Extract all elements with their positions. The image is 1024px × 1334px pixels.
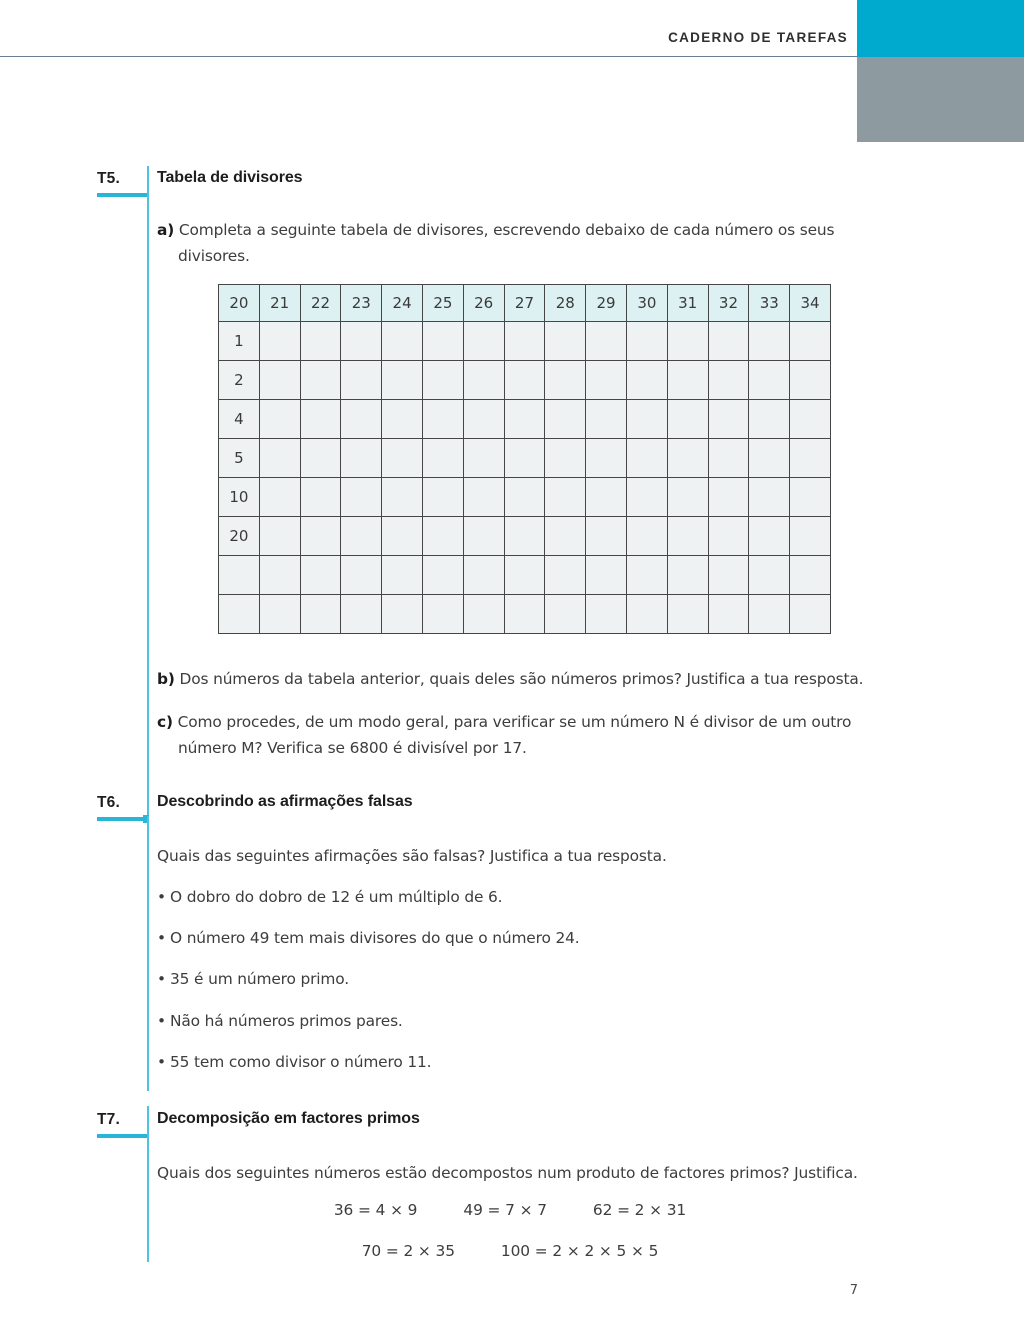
equation: 100 = 2 × 2 × 5 × 5	[500, 1242, 659, 1260]
divisor-cell[interactable]	[790, 322, 831, 361]
divisor-cell[interactable]	[341, 478, 382, 517]
divisor-cell[interactable]	[667, 478, 708, 517]
divisor-cell[interactable]	[259, 322, 300, 361]
divisor-cell[interactable]	[341, 439, 382, 478]
task-title-t5: Tabela de divisores	[157, 169, 303, 186]
divisor-cell[interactable]	[545, 322, 586, 361]
divisor-cell[interactable]	[667, 400, 708, 439]
divisor-cell[interactable]	[463, 322, 504, 361]
divisor-cell[interactable]	[422, 478, 463, 517]
divisor-cell[interactable]	[749, 322, 790, 361]
table-row	[219, 361, 831, 400]
divisor-cell[interactable]	[422, 517, 463, 556]
divisor-header-cell: 30	[626, 285, 667, 322]
divisor-cell[interactable]	[463, 400, 504, 439]
divisor-cell[interactable]	[749, 556, 790, 595]
divisor-cell[interactable]: 20	[219, 517, 260, 556]
divisor-cell[interactable]	[463, 595, 504, 634]
divisor-cell[interactable]	[219, 556, 260, 595]
bullet-text: Não há números primos pares.	[170, 1012, 403, 1030]
divisor-header-cell: 22	[300, 285, 341, 322]
divisor-cell[interactable]	[708, 517, 749, 556]
divisor-cell[interactable]	[545, 478, 586, 517]
divisor-cell[interactable]	[382, 478, 423, 517]
list-item	[157, 967, 349, 991]
divisor-cell[interactable]	[300, 556, 341, 595]
task-title-t6: Descobrindo as afirmações falsas	[157, 793, 413, 810]
divisor-cell[interactable]	[626, 595, 667, 634]
equation: 70 = 2 × 35	[361, 1242, 455, 1260]
divisor-cell[interactable]	[300, 478, 341, 517]
bullet-icon: •	[157, 888, 166, 906]
divisor-header-cell: 20	[219, 285, 260, 322]
page-number: 7	[849, 1283, 858, 1298]
divisor-cell[interactable]	[545, 595, 586, 634]
divisor-cell[interactable]: 4	[219, 400, 260, 439]
table-row	[219, 517, 831, 556]
divisor-cell[interactable]	[300, 517, 341, 556]
item-tag-a: a)	[157, 221, 175, 239]
equation: 36 = 4 × 9	[333, 1201, 418, 1219]
divisor-cell[interactable]	[545, 439, 586, 478]
list-item	[157, 1009, 403, 1033]
task-item-t5-b	[157, 666, 869, 692]
divisor-cell[interactable]: 10	[219, 478, 260, 517]
divisor-cell[interactable]	[586, 595, 627, 634]
divisor-cell[interactable]	[300, 400, 341, 439]
divisor-cell[interactable]	[626, 400, 667, 439]
divisor-cell[interactable]	[382, 400, 423, 439]
divisor-cell[interactable]	[259, 556, 300, 595]
task-title-t7: Decomposição em factores primos	[157, 1110, 420, 1127]
divisor-cell[interactable]	[422, 322, 463, 361]
divisor-header-cell: 26	[463, 285, 504, 322]
divisor-cell[interactable]	[586, 361, 627, 400]
divisor-cell[interactable]	[382, 517, 423, 556]
divisor-cell[interactable]	[626, 361, 667, 400]
divisor-cell[interactable]	[463, 478, 504, 517]
bullet-icon: •	[157, 1012, 166, 1030]
bullet-icon: •	[157, 970, 166, 988]
item-tag-c: c)	[157, 713, 173, 731]
list-item	[157, 885, 502, 909]
divisor-cell[interactable]	[382, 361, 423, 400]
divisor-cell[interactable]	[504, 439, 545, 478]
divisor-cell[interactable]	[626, 322, 667, 361]
divisor-cell[interactable]	[259, 517, 300, 556]
divisor-cell[interactable]	[300, 439, 341, 478]
divisor-cell[interactable]	[586, 322, 627, 361]
task-prompt-t7: Quais dos seguintes números estão decompostos num produto de factores primos? Justifica.	[157, 1164, 858, 1182]
equation-row-1	[157, 1201, 863, 1219]
task-code-underline-t5	[97, 193, 149, 197]
table-row	[219, 478, 831, 517]
task-item-t5-c	[157, 709, 873, 761]
divisor-header-cell: 32	[708, 285, 749, 322]
divisor-cell[interactable]	[341, 556, 382, 595]
header-title: CADERNO DE TAREFAS	[668, 30, 848, 45]
divisor-cell[interactable]	[504, 595, 545, 634]
task-rail-t6	[147, 816, 149, 1091]
divisor-cell[interactable]	[382, 595, 423, 634]
divisor-table-body	[219, 322, 831, 634]
divisor-cell[interactable]	[790, 361, 831, 400]
divisor-cell[interactable]	[382, 556, 423, 595]
table-row	[219, 556, 831, 595]
divisor-header-cell: 28	[545, 285, 586, 322]
divisor-cell[interactable]	[504, 517, 545, 556]
divisor-header-cell: 23	[341, 285, 382, 322]
divisor-cell[interactable]	[545, 400, 586, 439]
task-code-t6: T6.	[97, 794, 120, 811]
task-code-underline-t6	[97, 817, 149, 821]
divisor-cell[interactable]	[667, 556, 708, 595]
divisor-cell[interactable]	[504, 361, 545, 400]
divisor-cell[interactable]	[341, 517, 382, 556]
divisor-cell[interactable]: 1	[219, 322, 260, 361]
divisor-cell[interactable]	[790, 556, 831, 595]
divisor-cell[interactable]	[790, 595, 831, 634]
divisor-cell[interactable]	[708, 400, 749, 439]
divisor-cell[interactable]	[300, 595, 341, 634]
bullet-text: O número 49 tem mais divisores do que o número 24.	[170, 929, 580, 947]
divisor-header-cell: 27	[504, 285, 545, 322]
divisor-cell[interactable]	[708, 478, 749, 517]
divisor-cell[interactable]	[749, 361, 790, 400]
divisor-cell[interactable]	[382, 439, 423, 478]
task-rail-t5	[147, 166, 149, 816]
divisor-cell[interactable]: 2	[219, 361, 260, 400]
divisor-table-wrap	[218, 284, 831, 634]
divisor-cell[interactable]	[463, 361, 504, 400]
divisor-cell[interactable]	[341, 322, 382, 361]
divisor-cell[interactable]	[422, 556, 463, 595]
table-row	[219, 322, 831, 361]
divisor-cell[interactable]	[422, 595, 463, 634]
divisor-cell[interactable]	[545, 517, 586, 556]
task-code-t7: T7.	[97, 1111, 120, 1128]
divisor-cell[interactable]	[708, 322, 749, 361]
divisor-cell[interactable]	[504, 400, 545, 439]
divisor-cell[interactable]	[259, 439, 300, 478]
divisor-cell[interactable]	[219, 595, 260, 634]
divisor-cell[interactable]	[300, 361, 341, 400]
divisor-cell[interactable]	[749, 595, 790, 634]
divisor-cell[interactable]	[545, 361, 586, 400]
divisor-cell[interactable]	[626, 478, 667, 517]
divisor-cell[interactable]	[749, 400, 790, 439]
divisor-cell[interactable]	[749, 517, 790, 556]
divisor-cell[interactable]	[667, 439, 708, 478]
divisor-header-cell: 29	[586, 285, 627, 322]
divisor-header-cell: 25	[422, 285, 463, 322]
divisor-cell[interactable]	[708, 361, 749, 400]
bullet-text: 55 tem como divisor o número 11.	[170, 1053, 432, 1071]
divisor-cell[interactable]	[586, 478, 627, 517]
divisor-header-cell: 24	[382, 285, 423, 322]
divisor-cell[interactable]	[382, 322, 423, 361]
divisor-cell[interactable]	[626, 439, 667, 478]
divisor-cell[interactable]	[708, 595, 749, 634]
equation: 62 = 2 × 31	[592, 1201, 687, 1219]
divisor-header-cell: 31	[667, 285, 708, 322]
divisor-cell[interactable]	[586, 556, 627, 595]
header-gray-block	[857, 57, 1024, 142]
bullet-icon: •	[157, 1053, 166, 1071]
divisor-cell[interactable]	[504, 322, 545, 361]
divisor-cell[interactable]	[341, 361, 382, 400]
task-code-t5: T5.	[97, 170, 120, 187]
divisor-cell[interactable]	[708, 439, 749, 478]
divisor-cell[interactable]	[504, 478, 545, 517]
task-prompt-t6: Quais das seguintes afirmações são falsas? Justifica a tua resposta.	[157, 847, 667, 865]
divisor-cell[interactable]	[586, 517, 627, 556]
header-divider-rule	[0, 56, 857, 57]
divisor-table	[218, 284, 831, 634]
divisor-cell[interactable]	[463, 556, 504, 595]
divisor-cell[interactable]	[586, 439, 627, 478]
table-row	[219, 439, 831, 478]
list-item	[157, 926, 580, 950]
item-tag-b: b)	[157, 670, 175, 688]
bullet-text: 35 é um número primo.	[170, 970, 349, 988]
divisor-cell[interactable]	[545, 556, 586, 595]
divisor-cell[interactable]	[463, 439, 504, 478]
table-row	[219, 595, 831, 634]
divisor-cell[interactable]	[749, 439, 790, 478]
divisor-cell[interactable]	[341, 400, 382, 439]
divisor-cell[interactable]	[667, 595, 708, 634]
divisor-cell[interactable]	[422, 439, 463, 478]
divisor-cell[interactable]	[708, 556, 749, 595]
divisor-cell[interactable]	[667, 517, 708, 556]
divisor-cell[interactable]: 5	[219, 439, 260, 478]
divisor-cell[interactable]	[790, 400, 831, 439]
task-code-underline-t7	[97, 1134, 149, 1138]
equation-row-2	[157, 1242, 863, 1260]
divisor-cell[interactable]	[422, 400, 463, 439]
task-rail-t7	[147, 1106, 149, 1262]
divisor-cell[interactable]	[463, 517, 504, 556]
divisor-cell[interactable]	[626, 556, 667, 595]
divisor-cell[interactable]	[259, 361, 300, 400]
divisor-cell[interactable]	[667, 322, 708, 361]
divisor-cell[interactable]	[422, 361, 463, 400]
divisor-cell[interactable]	[749, 478, 790, 517]
divisor-cell[interactable]	[300, 322, 341, 361]
divisor-cell[interactable]	[790, 517, 831, 556]
divisor-cell[interactable]	[259, 595, 300, 634]
divisor-header-cell: 33	[749, 285, 790, 322]
bullet-icon: •	[157, 929, 166, 947]
divisor-header-cell: 21	[259, 285, 300, 322]
item-text-c: Como procedes, de um modo geral, para verificar se um número N é divisor de um outro número M? Verifica se 6800 é divisível por 17.	[177, 713, 852, 757]
list-item	[157, 1050, 431, 1074]
bullet-text: O dobro do dobro de 12 é um múltiplo de 6.	[170, 888, 503, 906]
table-row	[219, 400, 831, 439]
divisor-cell[interactable]	[790, 478, 831, 517]
divisor-table-header-row	[219, 285, 831, 322]
item-text-a: Completa a seguinte tabela de divisores, escrevendo debaixo de cada número os seus divisores.	[178, 221, 835, 265]
divisor-cell[interactable]	[667, 361, 708, 400]
divisor-cell[interactable]	[259, 400, 300, 439]
equation: 49 = 7 × 7	[463, 1201, 547, 1219]
item-text-b: Dos números da tabela anterior, quais deles são números primos? Justifica a tua resposta.	[179, 670, 864, 688]
divisor-cell[interactable]	[504, 556, 545, 595]
task-item-t5-a	[157, 217, 869, 269]
divisor-cell[interactable]	[586, 400, 627, 439]
divisor-cell[interactable]	[626, 517, 667, 556]
divisor-cell[interactable]	[341, 595, 382, 634]
divisor-cell[interactable]	[259, 478, 300, 517]
divisor-cell[interactable]	[790, 439, 831, 478]
header-cyan-block	[857, 0, 1024, 57]
divisor-header-cell: 34	[790, 285, 831, 322]
